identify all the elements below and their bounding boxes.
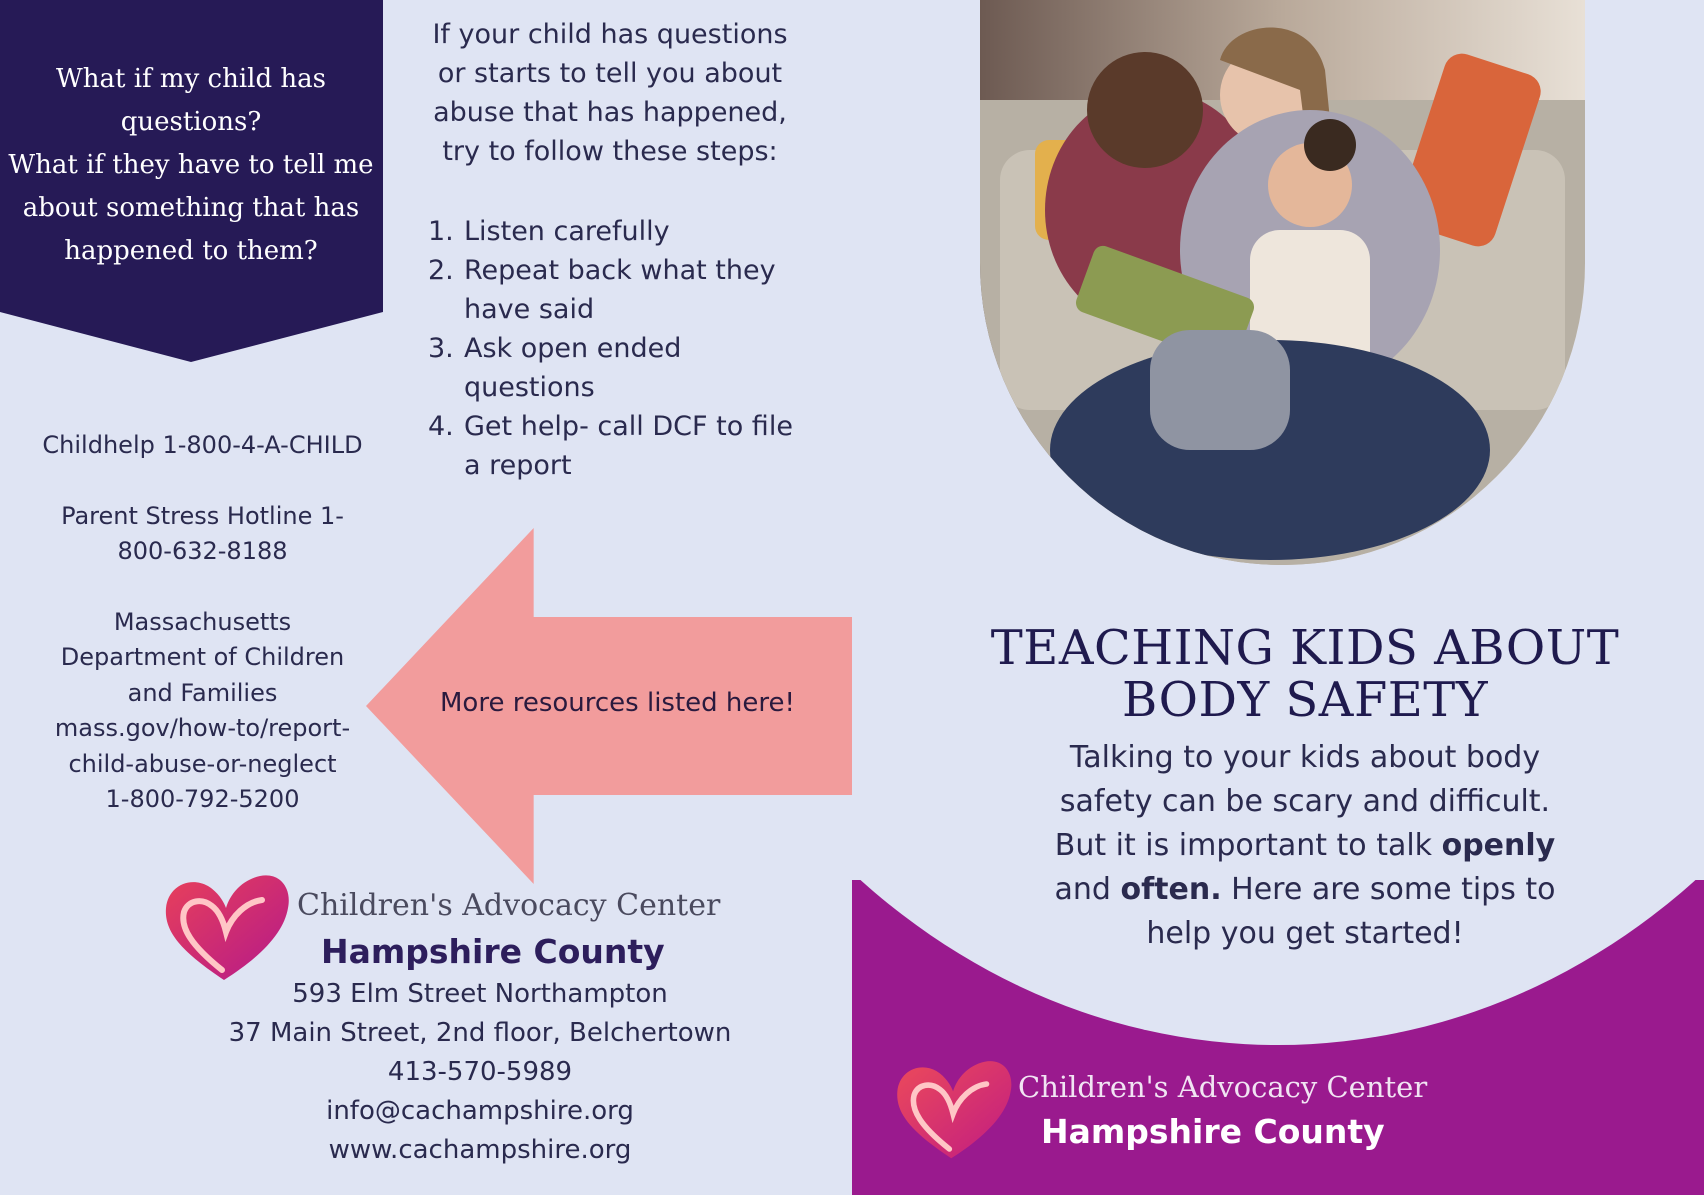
dcf-link: mass.gov/how-to/report- xyxy=(54,714,351,742)
address-line: 37 Main Street, 2nd floor, Belchertown xyxy=(228,1018,732,1048)
intro-line: If your child has questions xyxy=(432,19,788,50)
step-item xyxy=(428,212,828,251)
steps-intro xyxy=(400,15,820,171)
step-number: 3. xyxy=(428,333,454,364)
brochure-title xyxy=(960,622,1650,726)
step-text: Get help- call DCF to file xyxy=(464,411,793,442)
heart-logo-icon xyxy=(892,1058,1016,1162)
stress-hotline: 800-632-8188 xyxy=(117,537,288,565)
dcf-phone: 1-800-792-5200 xyxy=(105,785,300,813)
callout-line: What if they have to tell me xyxy=(8,150,374,180)
phone-number: 413-570-5989 xyxy=(387,1057,573,1087)
intro-line: or starts to tell you about xyxy=(437,58,783,89)
arrow-label: More resources listed here! xyxy=(440,688,795,718)
logo-org-name: Children's Advocacy Center xyxy=(1018,1070,1428,1104)
step-text: have said xyxy=(464,294,595,325)
dcf-info: and Families xyxy=(127,678,278,707)
step-item xyxy=(428,329,828,407)
step-item xyxy=(428,251,828,329)
callout-line: happened to them? xyxy=(64,236,318,266)
callout-line: questions? xyxy=(120,107,262,137)
dcf-info: Massachusetts xyxy=(113,607,292,636)
paragraph-line: help you get started! xyxy=(1146,916,1464,951)
dcf-info: Department of Children xyxy=(60,643,345,671)
logo-org-name: Children's Advocacy Center xyxy=(297,888,721,923)
logo-county-name: Hampshire County xyxy=(1041,1112,1385,1151)
paragraph-text: and xyxy=(1054,872,1121,907)
paragraph-text: But it is important to talk xyxy=(1054,828,1442,863)
emphasis-often: often. xyxy=(1120,872,1222,907)
callout-line: What if my child has xyxy=(56,64,326,94)
intro-line: try to follow these steps: xyxy=(442,136,778,167)
title-line: TEACHING KIDS ABOUT xyxy=(990,620,1620,676)
intro-paragraph xyxy=(1020,736,1590,956)
paragraph-text: Here are some tips to xyxy=(1221,872,1556,907)
step-text: a report xyxy=(464,450,572,481)
heart-logo-icon xyxy=(162,872,292,984)
website-url: www.cachampshire.org xyxy=(328,1135,632,1165)
emphasis-openly: openly xyxy=(1441,828,1556,863)
step-number: 4. xyxy=(428,411,454,442)
title-line: BODY SAFETY xyxy=(1121,672,1489,728)
dcf-link: child-abuse-or-neglect xyxy=(68,749,337,778)
question-callout-text xyxy=(6,58,376,273)
intro-line: abuse that has happened, xyxy=(433,97,787,128)
paragraph-line xyxy=(1020,824,1590,868)
contact-info xyxy=(180,975,780,1170)
step-text: Ask open ended xyxy=(464,333,682,364)
childhelp-line: Childhelp 1-800-4-A-CHILD xyxy=(42,431,363,459)
step-text: questions xyxy=(464,372,595,403)
paragraph-line xyxy=(1020,868,1590,912)
resources-list xyxy=(15,428,390,818)
logo-county-name: Hampshire County xyxy=(321,932,665,971)
step-number: 2. xyxy=(428,255,454,286)
paragraph-line: Talking to your kids about body xyxy=(1069,740,1541,775)
step-item xyxy=(428,407,828,485)
step-number: 1. xyxy=(428,216,454,247)
address-line: 593 Elm Street Northampton xyxy=(292,979,668,1009)
email-address: info@cachampshire.org xyxy=(326,1096,634,1126)
stress-hotline: Parent Stress Hotline 1- xyxy=(61,501,344,530)
steps-list xyxy=(428,212,828,485)
paragraph-line: safety can be scary and difficult. xyxy=(1059,784,1551,819)
callout-line: about something that has xyxy=(22,193,360,223)
step-text: Listen carefully xyxy=(464,216,670,247)
step-text: Repeat back what they xyxy=(464,255,776,286)
